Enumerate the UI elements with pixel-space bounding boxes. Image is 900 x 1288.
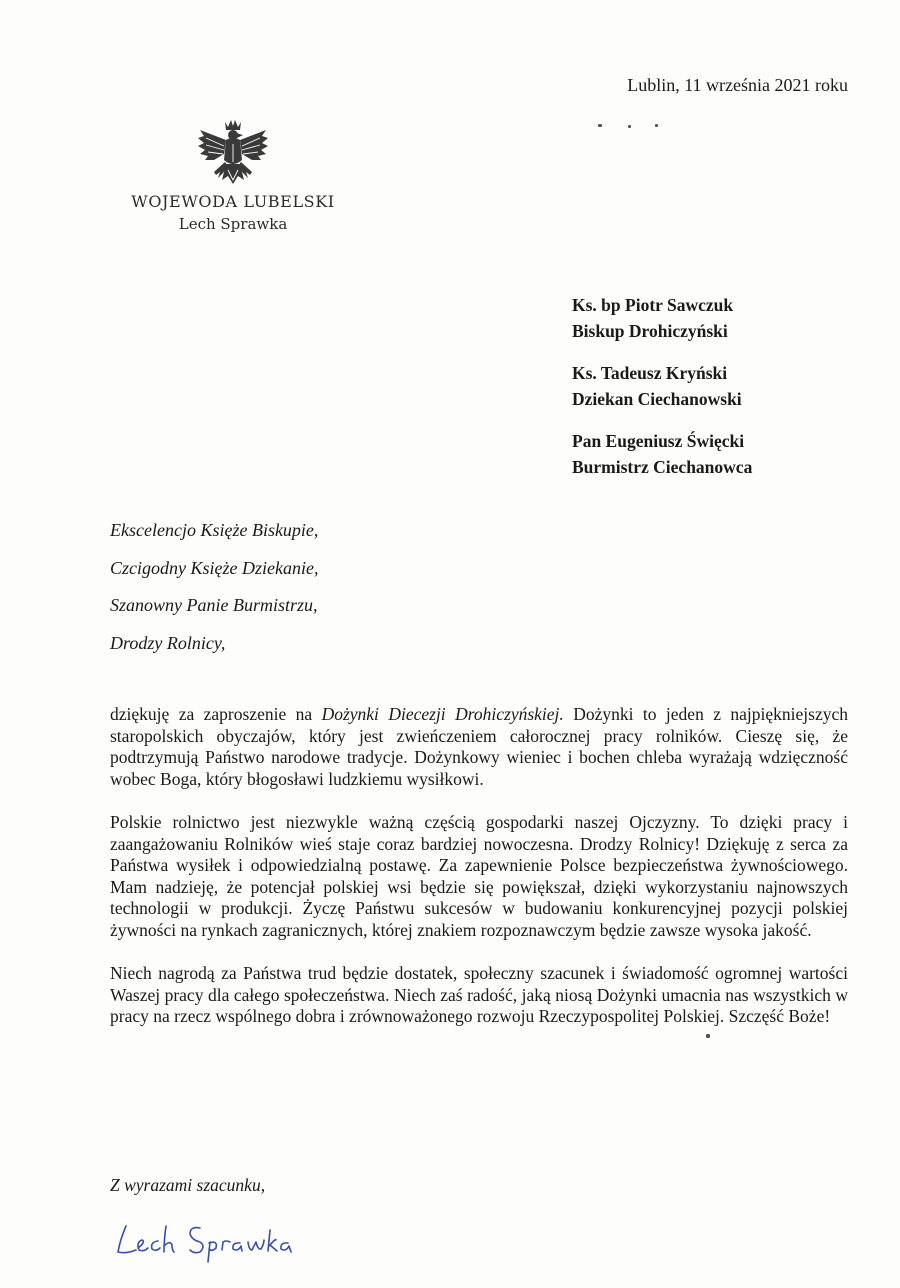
body-paragraph-2: Polskie rolnictwo jest niezwykle ważną częścią gospodarki naszej Ojczyzny. To dzięki pracy i zaangażowaniu Rolników wieś staje coraz bardziej nowoczesna. Drodzy Rolnicy! Dziękuję z serca za Państwa wysiłek i odpowiedzialną postawę. Za zapewnienie Polsce bezpieczeństwa żywnościowego. Mam nadzieję, że potencjał polskiej wsi będzie się powiększał, dzięki wykorzystaniu najnowszych technologii w produkcji. Życzę Państwu sukcesów w budowaniu konkurencyjnej pozycji polskiej żywności na rynkach zagranicznych, której znakiem rozpoznawczym będzie zawsze wysoka jakość. [110,811,848,940]
addressee-2 [572,360,752,412]
closing-phrase: Z wyrazami szacunku, [110,1175,266,1195]
salutation-line: Szanowny Panie Burmistrzu, [110,595,318,615]
addressee-name: Ks. bp Piotr Sawczuk [572,295,734,315]
salutation-line: Czcigodny Księże Dziekanie, [110,557,319,578]
salutation-line: Ekscelencjo Księże Biskupie, [110,520,319,540]
addressee-block [572,292,752,496]
polish-eagle-emblem-icon [196,118,270,196]
paragraph-text: dziękuję za zaproszenie na [110,704,322,724]
letter-date: Lublin, 11 września 2021 roku [627,75,848,95]
signature-icon [112,1218,302,1266]
body-paragraph-1 [110,704,848,790]
scan-speck [655,124,658,127]
addressee-title: Biskup Drohiczyński [572,321,728,341]
signature-name [112,1218,113,1219]
scan-speck [598,124,602,127]
event-name: Dożynki Diecezji Drohiczyńskiej. [321,704,564,724]
handwritten-signature [112,1218,302,1266]
paragraph-text: Dożynki to jeden z najpiękniejszych staropolskich obyczajów, który jest zwieńczeniem całorocznej pracy rolników. Cieszę się, że podtrzymują Państwo narodowe tradycje. Dożynkowy wieniec i bochen chleba wyrażają wdzięczność wobec Boga, który błogosławi ludzkiemu wysiłkowi. [110,704,849,789]
addressee-3 [572,428,752,480]
addressee-1 [572,292,752,344]
sender-office: WOJEWODA LUBELSKI [131,192,335,211]
addressee-name: Pan Eugeniusz Święcki [572,431,745,451]
body-paragraph-3: Niech nagrodą za Państwa trud będzie dostatek, społeczny szacunek i świadomość ogromnej wartości Waszej pracy dla całego społeczeństwa. Niech zaś radość, jaką niosą Dożynki umacnia nas wszystkich w pracy na rzecz wspólnego dobra i zrównoważonego rozwoju Rzeczypospolitej Polskiej. Szczęść Boże! [110,963,848,1027]
salutation-line: Drodzy Rolnicy, [110,632,226,653]
addressee-title: Dziekan Ciechanowski [572,389,742,409]
addressee-title: Burmistrz Ciechanowca [572,457,753,477]
addressee-name: Ks. Tadeusz Kryński [572,363,728,383]
sender-name: Lech Sprawka [178,215,288,233]
salutation-block [110,520,318,670]
letter-body [110,704,848,1050]
sender-header [118,192,348,233]
scan-speck [628,125,631,128]
